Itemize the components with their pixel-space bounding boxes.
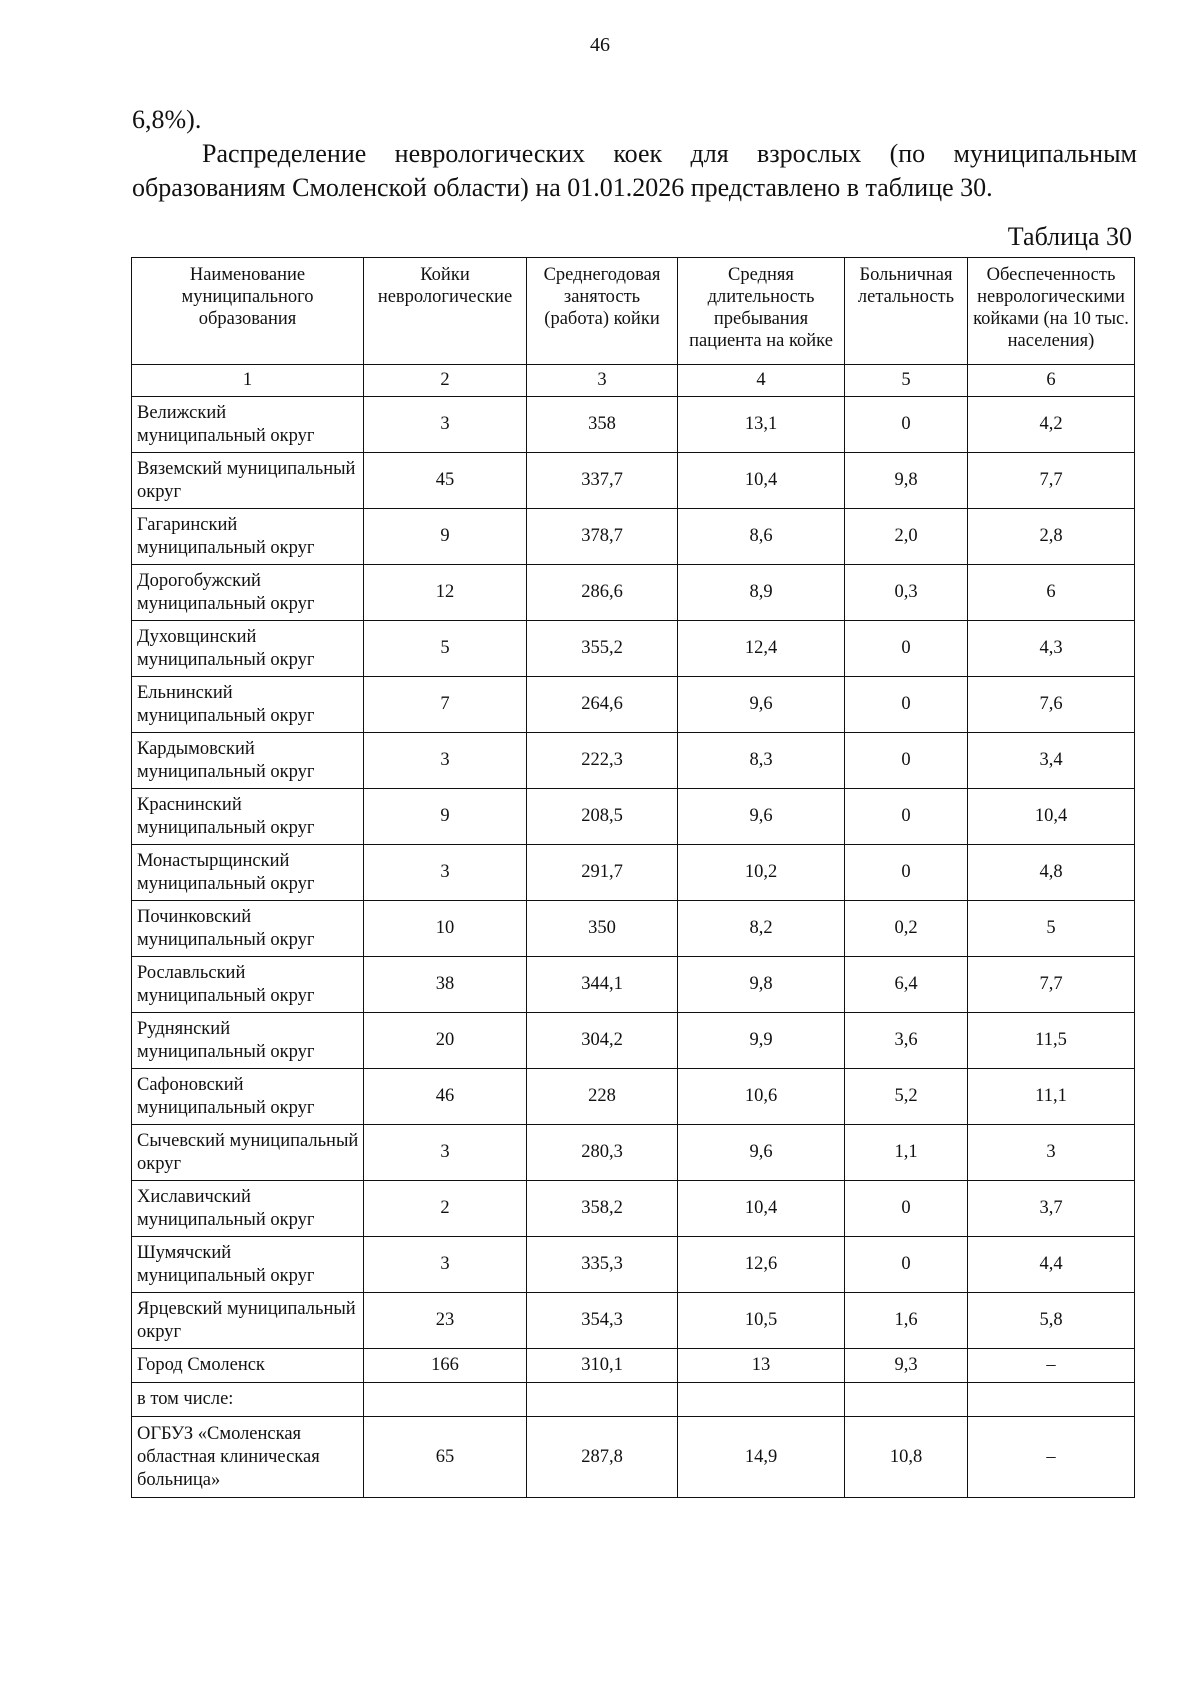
cell-lethality: 0,2 — [845, 901, 968, 957]
cell-beds — [364, 1383, 527, 1417]
header-beds: Койки неврологические — [364, 258, 527, 365]
cell-beds: 45 — [364, 453, 527, 509]
cell-beds: 9 — [364, 789, 527, 845]
cell-municipality: Вяземский муниципальный округ — [132, 453, 364, 509]
cell-avg-stay: 9,6 — [678, 677, 845, 733]
table-row — [132, 901, 1135, 957]
cell-provision: 5 — [968, 901, 1135, 957]
cell-provision: 2,8 — [968, 509, 1135, 565]
cell-beds: 166 — [364, 1349, 527, 1383]
intro-prev-line: 6,8%). — [132, 105, 202, 134]
cell-provision: 7,7 — [968, 453, 1135, 509]
table-row — [132, 957, 1135, 1013]
table-row — [132, 565, 1135, 621]
table-body — [132, 397, 1135, 1498]
cell-provision: 4,8 — [968, 845, 1135, 901]
table-header-row — [132, 258, 1135, 365]
cell-lethality: 2,0 — [845, 509, 968, 565]
cell-provision: 11,1 — [968, 1069, 1135, 1125]
cell-avg-stay: 9,6 — [678, 789, 845, 845]
cell-beds: 23 — [364, 1293, 527, 1349]
header-provision: Обеспеченность неврологическими койками (на 10 тыс. населения) — [968, 258, 1135, 365]
cell-occupancy: 378,7 — [527, 509, 678, 565]
cell-occupancy: 335,3 — [527, 1237, 678, 1293]
city-row — [132, 1349, 1135, 1383]
cell-municipality: Краснинский муниципальный округ — [132, 789, 364, 845]
cell-lethality: 10,8 — [845, 1417, 968, 1498]
cell-lethality: 1,6 — [845, 1293, 968, 1349]
cell-municipality: Кардымовский муниципальный округ — [132, 733, 364, 789]
cell-occupancy: 355,2 — [527, 621, 678, 677]
cell-occupancy: 310,1 — [527, 1349, 678, 1383]
cell-provision: – — [968, 1349, 1135, 1383]
cell-municipality: Руднянский муниципальный округ — [132, 1013, 364, 1069]
cell-municipality: Сычевский муниципальный округ — [132, 1125, 364, 1181]
cell-lethality: 0 — [845, 1181, 968, 1237]
cell-avg-stay: 10,2 — [678, 845, 845, 901]
cell-lethality: 0 — [845, 733, 968, 789]
column-number-row — [132, 365, 1135, 397]
cell-provision: 4,4 — [968, 1237, 1135, 1293]
cell-provision: 10,4 — [968, 789, 1135, 845]
cell-provision: 5,8 — [968, 1293, 1135, 1349]
cell-lethality: 0 — [845, 789, 968, 845]
table-row — [132, 1069, 1135, 1125]
page-number: 46 — [590, 34, 610, 56]
header-lethality: Больничная летальность — [845, 258, 968, 365]
cell-avg-stay: 8,9 — [678, 565, 845, 621]
cell-municipality: в том числе: — [132, 1383, 364, 1417]
cell-occupancy: 286,6 — [527, 565, 678, 621]
cell-municipality: Починковский муниципальный округ — [132, 901, 364, 957]
cell-beds: 10 — [364, 901, 527, 957]
cell-beds: 20 — [364, 1013, 527, 1069]
cell-occupancy: 358,2 — [527, 1181, 678, 1237]
cell-provision: 3,4 — [968, 733, 1135, 789]
cell-avg-stay: 14,9 — [678, 1417, 845, 1498]
column-number: 1 — [132, 365, 364, 397]
cell-provision: 6 — [968, 565, 1135, 621]
cell-avg-stay: 9,8 — [678, 957, 845, 1013]
cell-occupancy: 228 — [527, 1069, 678, 1125]
cell-provision: 3 — [968, 1125, 1135, 1181]
cell-occupancy: 208,5 — [527, 789, 678, 845]
cell-occupancy: 337,7 — [527, 453, 678, 509]
cell-occupancy: 304,2 — [527, 1013, 678, 1069]
cell-lethality: 0 — [845, 397, 968, 453]
cell-beds: 7 — [364, 677, 527, 733]
cell-occupancy: 344,1 — [527, 957, 678, 1013]
header-avg-stay: Средняя длительность пребывания пациента на койке — [678, 258, 845, 365]
column-number: 6 — [968, 365, 1135, 397]
column-number: 3 — [527, 365, 678, 397]
cell-lethality — [845, 1383, 968, 1417]
cell-occupancy: 264,6 — [527, 677, 678, 733]
cell-avg-stay: 9,6 — [678, 1125, 845, 1181]
cell-lethality: 9,3 — [845, 1349, 968, 1383]
hospital-row — [132, 1417, 1135, 1498]
cell-avg-stay: 13,1 — [678, 397, 845, 453]
cell-provision: 11,5 — [968, 1013, 1135, 1069]
cell-occupancy: 280,3 — [527, 1125, 678, 1181]
cell-beds: 3 — [364, 397, 527, 453]
cell-municipality: Дорогобужский муниципальный округ — [132, 565, 364, 621]
cell-provision: – — [968, 1417, 1135, 1498]
cell-occupancy — [527, 1383, 678, 1417]
table-row — [132, 509, 1135, 565]
cell-avg-stay: 8,2 — [678, 901, 845, 957]
cell-municipality: Монастырщинский муниципальный округ — [132, 845, 364, 901]
cell-avg-stay: 8,3 — [678, 733, 845, 789]
cell-lethality: 0 — [845, 1237, 968, 1293]
table-row — [132, 397, 1135, 453]
cell-lethality: 0 — [845, 621, 968, 677]
cell-lethality: 9,8 — [845, 453, 968, 509]
cell-avg-stay: 10,4 — [678, 1181, 845, 1237]
cell-municipality: ОГБУЗ «Смоленская областная клиническая больница» — [132, 1417, 364, 1498]
table-row — [132, 1013, 1135, 1069]
cell-beds: 3 — [364, 1125, 527, 1181]
cell-provision — [968, 1383, 1135, 1417]
cell-occupancy: 291,7 — [527, 845, 678, 901]
cell-municipality: Рославльский муниципальный округ — [132, 957, 364, 1013]
header-municipality: Наименование муниципального образования — [132, 258, 364, 365]
subheader-row — [132, 1383, 1135, 1417]
table-row — [132, 733, 1135, 789]
table-caption: Таблица 30 — [1007, 222, 1132, 251]
cell-occupancy: 222,3 — [527, 733, 678, 789]
cell-occupancy: 287,8 — [527, 1417, 678, 1498]
cell-municipality: Город Смоленск — [132, 1349, 364, 1383]
cell-avg-stay: 12,4 — [678, 621, 845, 677]
cell-beds: 65 — [364, 1417, 527, 1498]
table-row — [132, 1293, 1135, 1349]
cell-occupancy: 350 — [527, 901, 678, 957]
cell-beds: 3 — [364, 1237, 527, 1293]
cell-occupancy: 354,3 — [527, 1293, 678, 1349]
cell-avg-stay — [678, 1383, 845, 1417]
cell-provision: 4,2 — [968, 397, 1135, 453]
cell-beds: 3 — [364, 845, 527, 901]
table-row — [132, 453, 1135, 509]
cell-avg-stay: 10,5 — [678, 1293, 845, 1349]
cell-avg-stay: 10,6 — [678, 1069, 845, 1125]
column-number: 2 — [364, 365, 527, 397]
cell-lethality: 3,6 — [845, 1013, 968, 1069]
cell-avg-stay: 9,9 — [678, 1013, 845, 1069]
cell-lethality: 0,3 — [845, 565, 968, 621]
table-row — [132, 1237, 1135, 1293]
cell-avg-stay: 8,6 — [678, 509, 845, 565]
cell-lethality: 0 — [845, 677, 968, 733]
cell-lethality: 1,1 — [845, 1125, 968, 1181]
cell-provision: 3,7 — [968, 1181, 1135, 1237]
table-row — [132, 1125, 1135, 1181]
intro-paragraph: Распределение неврологических коек для взрослых (по муниципальным образованиям Смоленской области) на 01.01.2026 представлено в таблице 30. — [132, 139, 1137, 202]
column-number: 4 — [678, 365, 845, 397]
table-row — [132, 621, 1135, 677]
table-row — [132, 1181, 1135, 1237]
neurology-beds-table — [131, 257, 1135, 1498]
cell-avg-stay: 12,6 — [678, 1237, 845, 1293]
cell-beds: 3 — [364, 733, 527, 789]
cell-lethality: 5,2 — [845, 1069, 968, 1125]
cell-municipality: Сафоновский муниципальный округ — [132, 1069, 364, 1125]
header-occupancy: Среднегодовая занятость (работа) койки — [527, 258, 678, 365]
cell-beds: 46 — [364, 1069, 527, 1125]
table-row — [132, 677, 1135, 733]
cell-beds: 38 — [364, 957, 527, 1013]
cell-beds: 12 — [364, 565, 527, 621]
cell-beds: 2 — [364, 1181, 527, 1237]
cell-occupancy: 358 — [527, 397, 678, 453]
cell-avg-stay: 13 — [678, 1349, 845, 1383]
cell-municipality: Ярцевский муниципальный округ — [132, 1293, 364, 1349]
cell-municipality: Хиславичский муниципальный округ — [132, 1181, 364, 1237]
cell-provision: 7,7 — [968, 957, 1135, 1013]
cell-avg-stay: 10,4 — [678, 453, 845, 509]
cell-lethality: 0 — [845, 845, 968, 901]
cell-municipality: Гагаринский муниципальный округ — [132, 509, 364, 565]
cell-beds: 5 — [364, 621, 527, 677]
table-row — [132, 789, 1135, 845]
cell-provision: 4,3 — [968, 621, 1135, 677]
cell-provision: 7,6 — [968, 677, 1135, 733]
cell-municipality: Духовщинский муниципальный округ — [132, 621, 364, 677]
cell-municipality: Велижский муниципальный округ — [132, 397, 364, 453]
cell-lethality: 6,4 — [845, 957, 968, 1013]
cell-municipality: Шумячский муниципальный округ — [132, 1237, 364, 1293]
cell-beds: 9 — [364, 509, 527, 565]
column-number: 5 — [845, 365, 968, 397]
table-row — [132, 845, 1135, 901]
cell-municipality: Ельнинский муниципальный округ — [132, 677, 364, 733]
